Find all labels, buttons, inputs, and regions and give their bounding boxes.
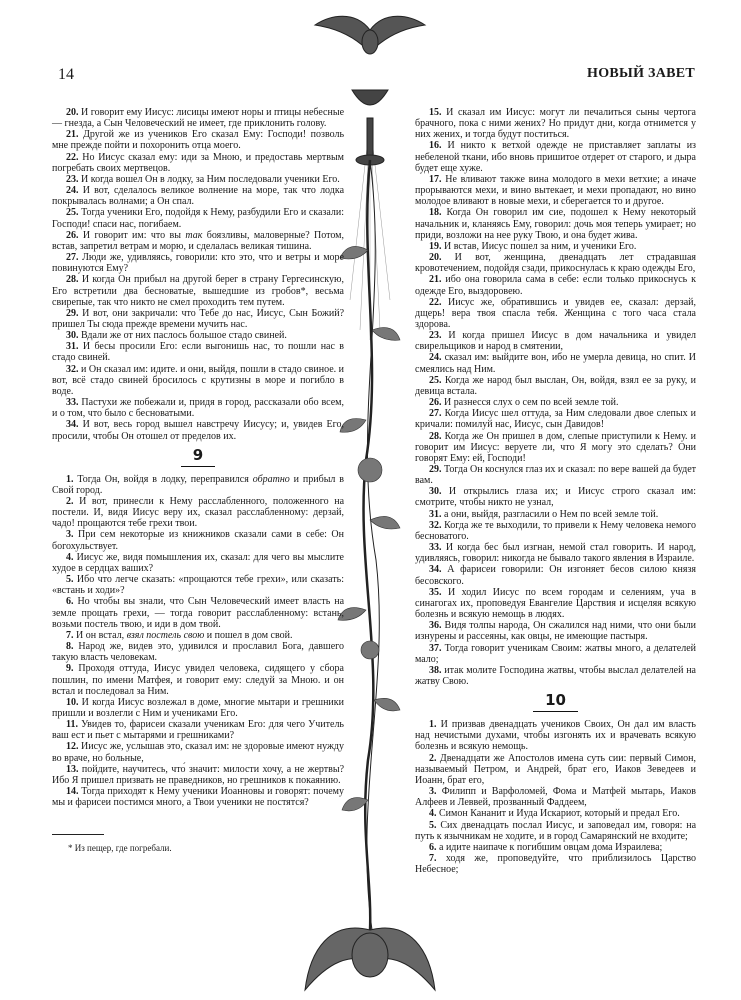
- verse-number: 25.: [66, 207, 79, 219]
- footnote: * Из пещер, где погребали.: [68, 843, 172, 854]
- verse-number: 22.: [66, 151, 79, 163]
- vine-stem: [364, 160, 374, 930]
- chapter-number: 10: [533, 692, 578, 712]
- verse: 29. Тогда Он коснулся глаз их и сказал: по вере вашей да будет вам.: [415, 464, 697, 487]
- verse: 2. И вот, принесли к Нему расслабленного, положенного на постели. И, видя Иисус веру их, сказал расслабленному: дерзай, чадо! прощаются тебе грехи твои.: [52, 496, 345, 530]
- verse-number: 34.: [429, 564, 442, 576]
- verse-number: 21.: [429, 274, 442, 286]
- verse: 34. А фарисеи говорили: Он изгоняет бесов силою князя бесовского.: [415, 564, 696, 587]
- right-column: [415, 107, 696, 875]
- verse: 10. И когда Иисус возлежал в доме, многие мытари и грешники пришли и возлегли с Ним и учениками Его.: [52, 696, 344, 719]
- verse-number: 25.: [429, 374, 442, 386]
- italic-insertion: так: [185, 229, 203, 241]
- verse: 8. Народ же, видев это, удивился и прославил Бога, давшего такую власть человекам.: [52, 641, 344, 664]
- verse: 3. При сем некоторые из книжников сказали сами в себе: Он богохульствует.: [52, 529, 345, 552]
- verse: 36. Видя толпы народа, Он сжалился над ними, что они были изнурены и рассеяны, как овцы, не имеющие пастыря.: [415, 620, 696, 643]
- verse: 18. Когда Он говорил им сие, подошел к Нему некоторый начальник и, кланяясь Ему, говорил: дочь моя теперь умирает; но приди, возложи на нее руку Твою, и она будет жива.: [415, 207, 697, 241]
- verse-list: [52, 107, 344, 442]
- verse: 17. Не вливают также вина молодого в мехи ветхие; а иначе прорываются мехи, и вино вытекает, и мехи пропадают, но вино молодое вливают в новые мехи, и сберегается то и другое.: [415, 173, 697, 208]
- verse: 21. ибо она говорила сама в себе: если только прикоснусь к одежде Его, выздоровею.: [415, 274, 696, 297]
- verse-number: 1.: [429, 719, 437, 731]
- verse-number: 12.: [66, 741, 79, 753]
- verse: 33. Пастухи же побежали и, придя в город, рассказали обо всем, и о том, что было с бесноватыми.: [52, 397, 345, 420]
- verse-number: 33.: [429, 542, 442, 554]
- verse-number: 28.: [66, 274, 79, 286]
- verse-number: 37.: [429, 642, 442, 654]
- verse: 32. и Он сказал им: идите. и они, выйдя, пошли в стадо свиное. и вот, всё стадо свиней бросилось с крутизны в море и погибло в воде.: [52, 363, 345, 397]
- verse-list: [415, 719, 696, 875]
- verse-number: 6.: [66, 596, 74, 608]
- chalice-icon: [352, 90, 388, 165]
- chapter-number: 9: [181, 447, 215, 467]
- verse: 20. И вот, женщина, двенадцать лет страдавшая кровотечением, подойдя сзади, прикоснулась к краю одежды Его,: [415, 252, 696, 275]
- verse-number: 28.: [429, 430, 442, 442]
- verse-number: 10.: [66, 696, 79, 708]
- verse: 13. пойдите, научитесь, что́ значит: милости хочу, а не жертвы? Ибо Я пришел призвать не праведников, но грешников к покаянию.: [52, 763, 345, 786]
- verse-number: 1.: [66, 473, 74, 485]
- verse: 34. И вот, весь город вышел навстречу Иисусу; и, увидев Его, просили, чтобы Он отошел от пределов их.: [52, 419, 344, 442]
- verse-number: 8.: [66, 641, 74, 653]
- verse-number: 24.: [66, 185, 79, 197]
- verse-number: 20.: [429, 252, 442, 264]
- verse: 22. Иисус же, обратившись и увидев ее, сказал: дерзай, дщерь! вера твоя спасла тебя. Женщина с того часа стала здорова.: [415, 296, 696, 330]
- verse: 27. Когда Иисус шел оттуда, за Ним следовали двое слепых и кричали: помилуй нас, Иисус, сын Давидов!: [415, 408, 696, 431]
- verse-number: 30.: [66, 330, 79, 342]
- verse: 32. Когда же те выходили, то привели к Нему человека немого бесноватого.: [415, 519, 696, 542]
- verse-number: 27.: [66, 252, 79, 264]
- verse: 4. Симон Кананит и Иуда Искариот, который и предал Его.: [429, 808, 680, 820]
- verse-number: 35.: [429, 586, 442, 598]
- bottom-wreath-icon: [305, 928, 435, 990]
- verse-number: 3.: [66, 529, 74, 541]
- verse-number: 27.: [429, 408, 442, 420]
- verse-number: 14.: [66, 786, 79, 798]
- verse: 5. Ибо что легче сказать: «прощаются тебе грехи», или сказать: «встань и ходи»?: [52, 574, 345, 597]
- verse: 16. И никто к ветхой одежде не приставляет заплаты из небеленой ткани, ибо вновь пришитое отдерет от старого, и дыра будет еще хуже.: [415, 140, 697, 174]
- verse: 26. И говорит им: что вы так боязливы, маловерные? Потом, встав, запретил ветрам и морю, и сделалась великая тишина.: [52, 229, 344, 252]
- verse-number: 17.: [429, 173, 442, 185]
- italic-insertion: взял постель свою: [126, 629, 205, 641]
- verse: 19. И встав, Иисус пошел за ним, и ученики Его.: [429, 240, 637, 252]
- verse-number: 23.: [429, 330, 442, 342]
- verse-number: 9.: [66, 663, 74, 675]
- verse-number: 29.: [429, 464, 442, 475]
- verse-number: 4.: [429, 808, 437, 820]
- verse: 30. Вдали же от них паслось большое стадо свиней.: [66, 330, 287, 342]
- verse: 1. И призвав двенадцать учеников Своих, Он дал им власть над нечистыми духами, чтобы изгонять их и врачевать всякую болезнь и всякую немощь.: [415, 719, 696, 753]
- verse: 3. Филипп и Варфоломей, Фома и Матфей мытарь, Иаков Алфеев и Леввей, прозванный Фаддеем,: [415, 786, 696, 809]
- verse-list: [415, 107, 696, 687]
- verse-number: 15.: [429, 107, 442, 118]
- verse: 11. Увидев то, фарисеи сказали ученикам Его: для чего Учитель ваш ест и пьет с мытарями и грешниками?: [52, 719, 344, 742]
- dove-icon: [315, 16, 425, 54]
- verse: 27. Люди же, удивляясь, говорили: кто это, что и ветры и море повинуются Ему?: [52, 252, 344, 275]
- verse-number: 23.: [66, 173, 79, 185]
- verse: 28. Когда же Он пришел в дом, слепые приступили к Нему. и говорит им Иисус: веруете ли, что Я могу это сделать? Они говорят Ему: ей, Господи!: [415, 430, 697, 464]
- verse: 26. И разнесся слух о сем по всей земле той.: [429, 397, 619, 409]
- verse-list: [52, 474, 344, 809]
- verse-number: 31.: [66, 341, 79, 353]
- verse: 7. ходя же, проповедуйте, что приблизилось Царство Небесное;: [415, 853, 696, 876]
- verse-number: 19.: [429, 240, 442, 252]
- verse: 35. И ходил Иисус по всем городам и селениям, уча в синагогах их, проповедуя Евангелие Царствия и исцеляя всякую болезнь и всякую немощь в людях.: [415, 586, 696, 621]
- verse: 14. Тогда приходят к Нему ученики Иоанновы и говорят: почему мы и фарисеи постимся много, а Твои ученики не постятся?: [52, 786, 345, 809]
- verse: 29. И вот, они закричали: что Тебе до нас, Иисус, Сын Божий? пришел Ты сюда прежде времени мучить нас.: [52, 307, 345, 330]
- verse: 31. И бесы просили Его: если выгонишь нас, то пошли нас в стадо свиней.: [52, 341, 345, 364]
- verse-number: 30.: [429, 486, 442, 498]
- verse: 22. Но Иисус сказал ему: иди за Мною, и предоставь мертвым погребать своих мертвецов.: [52, 151, 344, 174]
- verse: 2. Двенадцати же Апостолов имена суть сии: первый Симон, называемый Петром, и Андрей, брат его, Иаков Зеведеев и Иоанн, брат его,: [415, 752, 697, 786]
- verse: 5. Сих двенадцать послал Иисус, и заповедал им, говоря: на путь к язычникам не ходите, и в город Самарянский не входите;: [415, 819, 697, 842]
- verse-number: 34.: [66, 419, 79, 431]
- verse: 33. И когда бес был изгнан, немой стал говорить. И народ, удивляясь, говорил: никогда не бывало такого явления в Израиле.: [415, 542, 696, 565]
- verse-number: 2.: [66, 496, 74, 507]
- verse-number: 7.: [66, 629, 74, 641]
- verse-number: 5.: [66, 574, 74, 586]
- verse: 15. И сказал им Иисус: могут ли печалиться сыны чертога брачного, пока с ними жених? Но придут дни, когда отнимется у них жених, и тогда будут поститься.: [415, 107, 696, 141]
- verse-number: 24.: [429, 352, 442, 364]
- verse: 38. итак молите Господина жатвы, чтобы выслал делателей на жатву Свою.: [415, 664, 696, 687]
- verse-number: 38.: [429, 664, 442, 676]
- verse-number: 6.: [429, 841, 437, 853]
- verse-number: 21.: [66, 129, 79, 141]
- verse-number: 29.: [66, 307, 79, 319]
- verse-number: 3.: [429, 786, 437, 798]
- leaf-icons: [338, 246, 400, 810]
- verse: 25. Тогда ученики Его, подойдя к Нему, разбудили Его и сказали: Господи! спаси нас, погибаем.: [52, 207, 344, 230]
- page-number: 14: [58, 66, 74, 83]
- verse-number: 36.: [429, 620, 442, 632]
- verse-number: 4.: [66, 551, 74, 563]
- footnote-divider: [52, 834, 104, 835]
- chapter-heading: [52, 447, 344, 467]
- verse-number: 33.: [66, 397, 79, 409]
- verse-number: 16.: [429, 140, 442, 152]
- verse: 23. И когда вошел Он в лодку, за Ним последовали ученики Его.: [66, 173, 340, 185]
- verse-number: 32.: [66, 363, 79, 375]
- running-title: НОВЫЙ ЗАВЕТ: [587, 66, 696, 81]
- verse: 6. а идите наипаче к погибшим овцам дома Израилева;: [429, 841, 663, 853]
- verse: 24. сказал им: выйдите вон, ибо не умерла девица, но спит. И смеялись над Ним.: [415, 352, 697, 375]
- verse: 20. И говорит ему Иисус: лисицы имеют норы и птицы небесные — гнезда, а Сын Человеческий не имеет, где приклонить голову.: [52, 107, 345, 130]
- verse-number: 13.: [66, 763, 79, 775]
- verse-number: 11.: [66, 719, 78, 731]
- verse: 24. И вот, сделалось великое волнение на море, так что лодка покрывалась волнами; а Он спал.: [52, 185, 345, 208]
- verse-number: 22.: [429, 296, 442, 308]
- verse: 23. И когда пришел Иисус в дом начальника и увидел свирельщиков и народ в смятении,: [415, 330, 696, 353]
- verse: 21. Другой же из учеников Его сказал Ему: Господи! позволь мне прежде пойти и похоронить отца моего.: [52, 129, 345, 152]
- verse: 7. И он встал, взял постель свою и пошел в дом свой.: [66, 629, 293, 641]
- verse-number: 7.: [429, 853, 437, 864]
- italic-insertion: обратно: [252, 473, 290, 485]
- verse: 6. Но чтобы вы знали, что Сын Человеческий имеет власть на земле прощать грехи, — тогда говорит расслабленному: встань, возьми постель твою, и иди в дом твой.: [52, 596, 345, 630]
- verse-number: 18.: [429, 207, 442, 219]
- verse: 25. Когда же народ был выслан, Он, войдя, взял ее за руку, и девица встала.: [415, 374, 697, 397]
- verse-number: 5.: [429, 819, 437, 831]
- verse-number: 31.: [429, 508, 442, 520]
- verse-number: 26.: [66, 229, 79, 241]
- verse-number: 20.: [66, 107, 79, 118]
- verse: 9. Проходя оттуда, Иисус увидел человека, сидящего у сбора пошлин, по имени Матфея, и говорит ему: следуй за Мною. и он встал и последовал за Ним.: [52, 663, 344, 697]
- verse: 12. Иисус же, услышав это, сказал им: не здоровые имеют нужду во враче, но больные,: [52, 741, 345, 764]
- left-column: [52, 107, 344, 855]
- verse-number: 32.: [429, 519, 442, 531]
- verse: 28. И когда Он прибыл на другой берег в страну Гергесинскую, Его встретили два бесноватые, вышедшие из гробов*, весьма свирепые, так что никто не смел проходить тем путем.: [52, 274, 344, 308]
- verse: 31. а они, выйдя, разгласили о Нем по всей земле той.: [429, 508, 659, 520]
- verse: 4. Иисус же, видя помышления их, сказал: для чего вы мыслите худое в сердцах ваших?: [52, 551, 344, 574]
- chapter-heading: [415, 692, 696, 712]
- verse: 37. Тогда говорит ученикам Своим: жатвы много, а делателей мало;: [415, 642, 697, 665]
- verse-number: 26.: [429, 397, 442, 409]
- verse-number: 2.: [429, 752, 437, 764]
- verse: 30. И открылись глаза их; и Иисус строго сказал им: смотрите, чтобы никто не узнал,: [415, 486, 696, 509]
- verse: 1. Тогда Он, войдя в лодку, переправился обратно и прибыл в Свой город.: [52, 473, 345, 496]
